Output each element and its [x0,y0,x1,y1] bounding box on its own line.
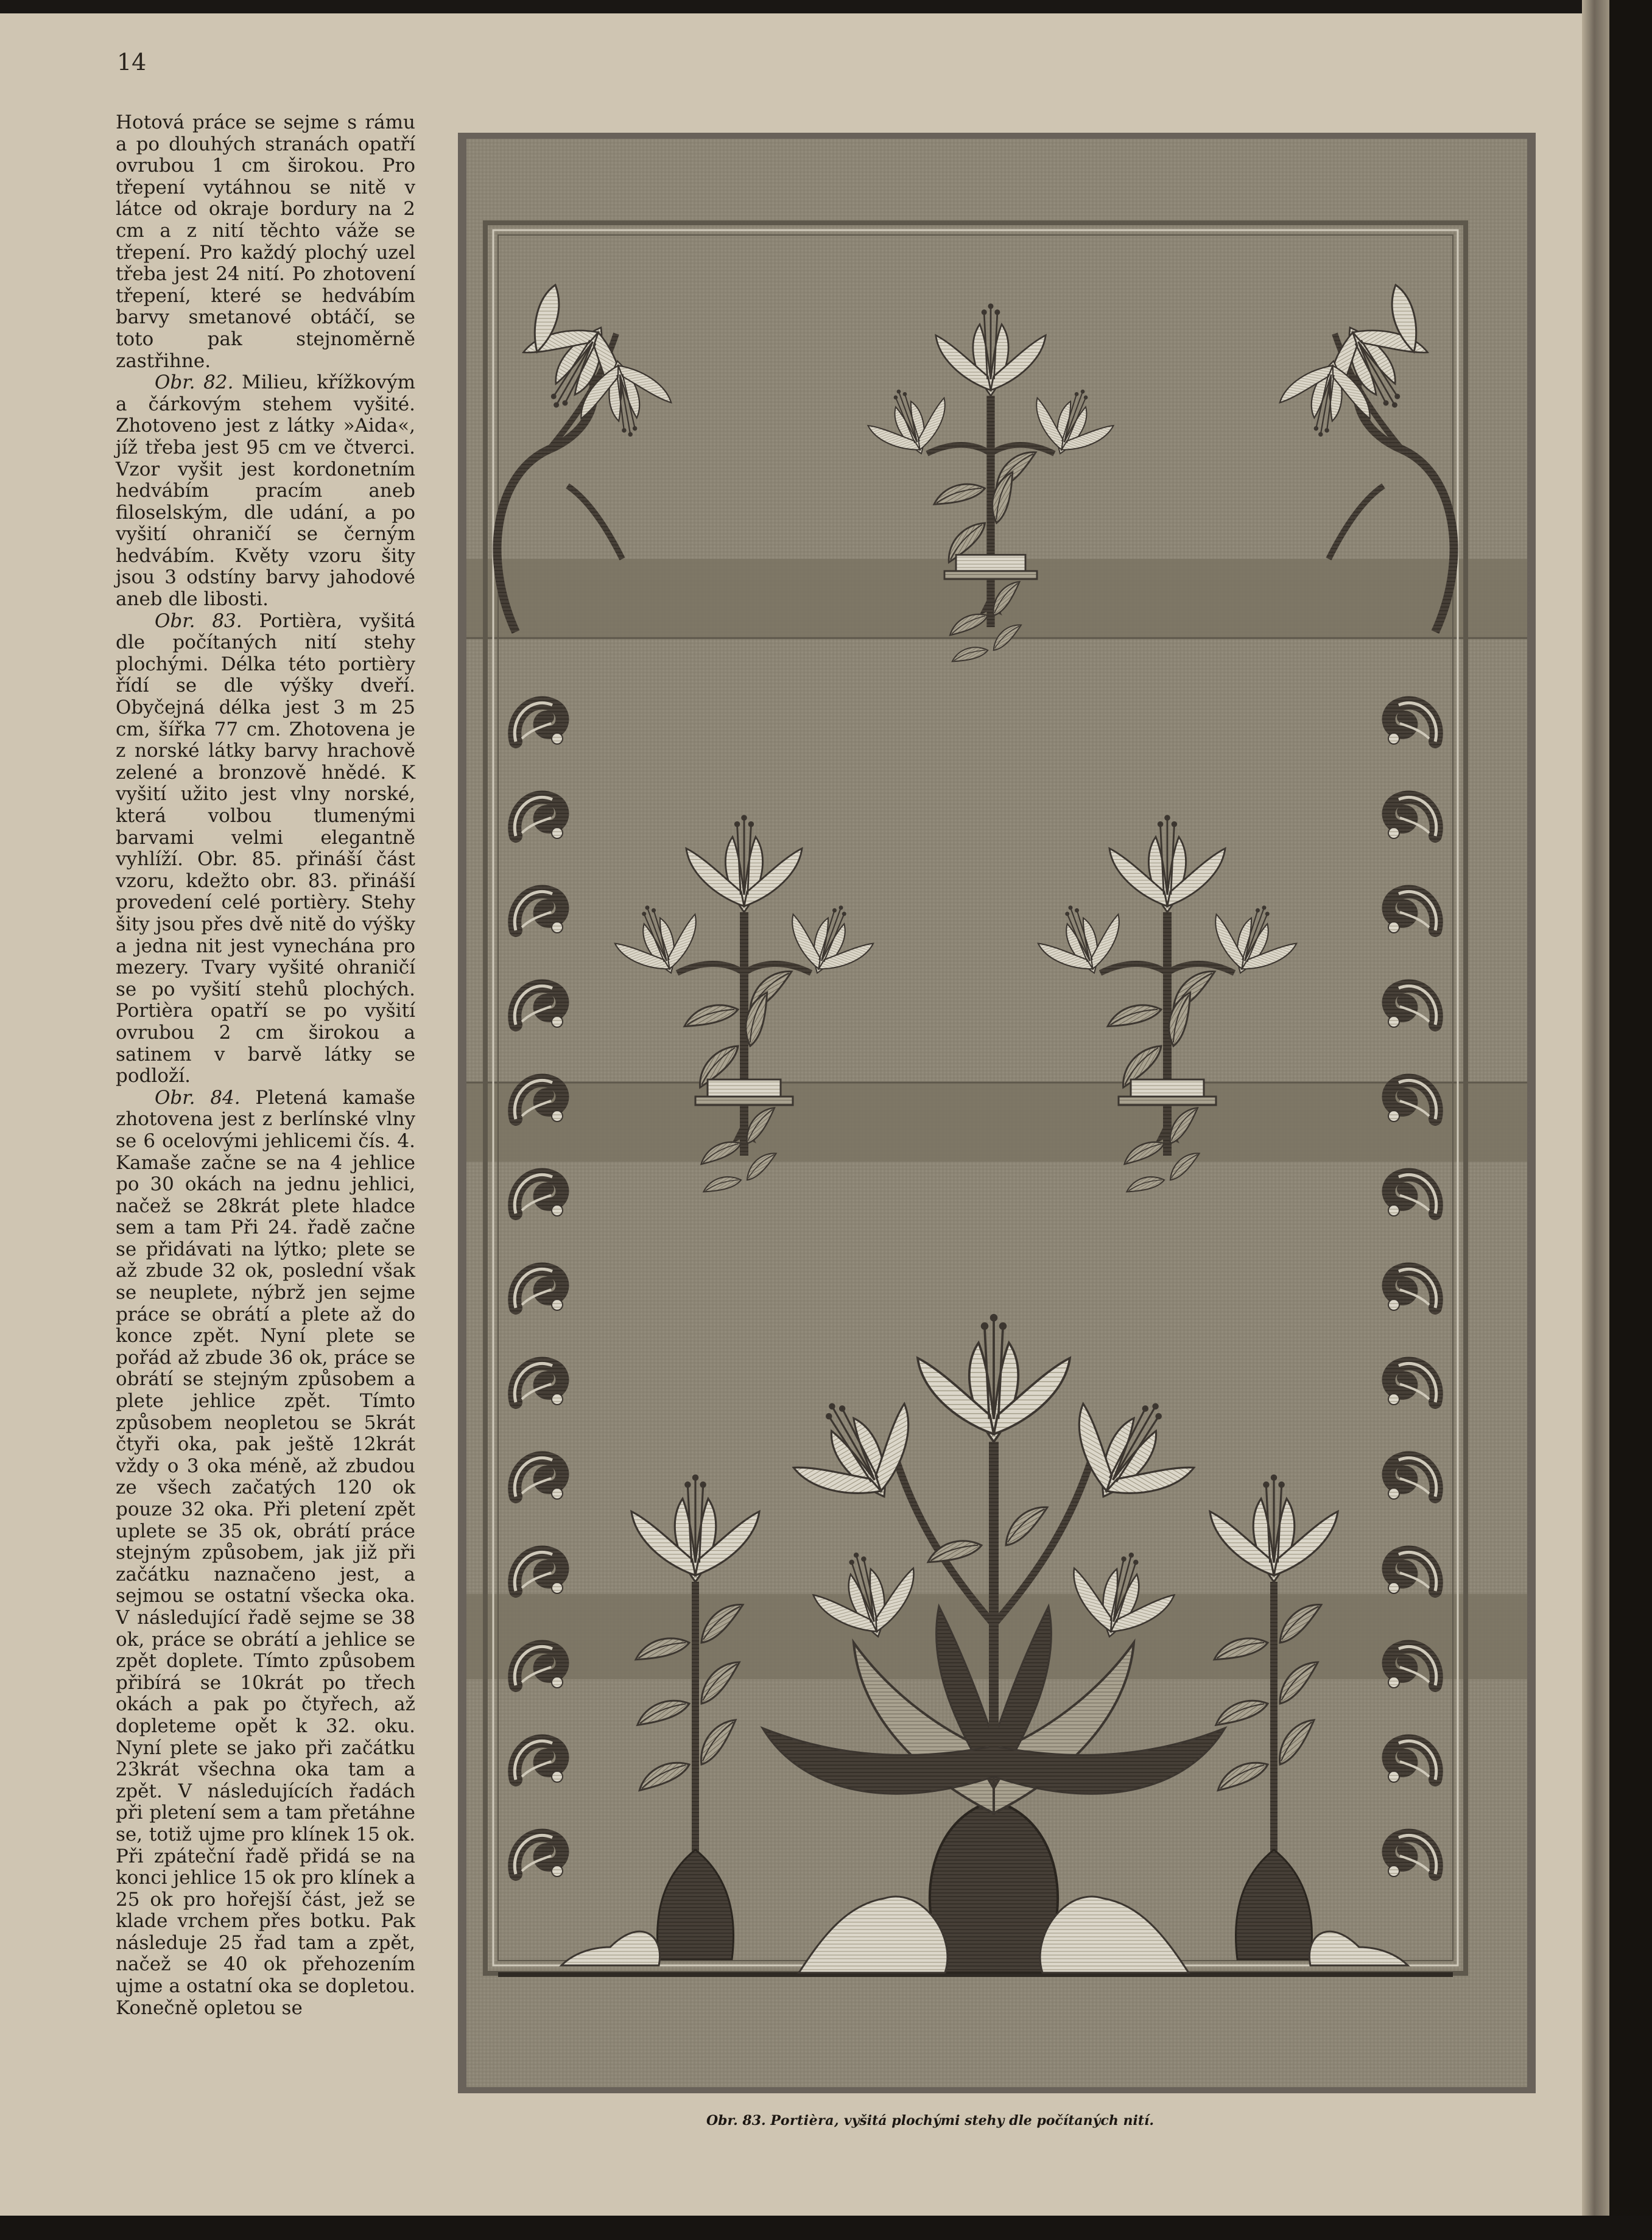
scan-edge-bottom [0,2216,1652,2240]
paragraph-text: Hotová práce se sejme s rámu a po dlouhých stranách opatří ovrubou 1 cm širokou. Pro třepení vytáhnou se nitě v látce od okraje bordury na 2 cm a z nití těchto váže se třepení. Pro každý plochý uzel třeba jest 24 nití. Po zhotovení třepení, které se hedvábím barvy smetanové obtáčí, se toto pak stejnoměrně zastřihne. [116,111,415,372]
article-text-column [116,112,415,2019]
figure-reference: Obr. 83. [155,609,242,632]
paragraph-obr-84 [116,1087,415,2020]
portiere-embroidery-figure [458,133,1536,2093]
book-gutter [1582,0,1609,2240]
horizontal-band [466,1083,1527,1162]
paragraph-obr-83 [116,611,415,1087]
paragraph-finishing [116,112,415,372]
figure-reference: Obr. 82. [155,371,234,394]
page-number: 14 [117,49,147,75]
figure-caption [706,2113,1254,2129]
scan-edge-right [1609,0,1652,2240]
caption-description: vyšitá plochými stehy dle počítaných nití. [843,2113,1155,2129]
caption-figure-ref: Obr. 83. [706,2113,766,2129]
caption-title: Portièra, [770,2113,840,2129]
portiere-illustration [458,133,1536,2093]
scan-edge-top [0,0,1652,13]
figure-reference: Obr. 84. [155,1086,241,1109]
paragraph-obr-82 [116,372,415,611]
paragraph-text: Milieu, křížkovým a čárkovým stehem vyšité. Zhotoveno jest z látky »Aida«, jíž třeba jest 95 cm ve čtverci. Vzor vyšit jest kordonetním hedvábím pracím aneb filoselským, dle udání, a po vyšití ohraničí se černým hedvábím. Květy vzoru šity jsou 3 odstíny barvy jahodové aneb dle libosti. [116,371,415,611]
paragraph-text: Portièra, vyšitá dle počítaných nití stehy plochými. Délka této portièry řídí se dle výšky dveří. Obyčejná délka jest 3 m 25 cm, šířka 77 cm. Zhotovena je z norské látky barvy hrachově zelené a bronzově hnědé. K vyšití užito jest vlny norské, která volbou tlumenými barvami velmi elegantně vyhlíží. Obr. 85. přináší část vzoru, kdežto obr. 83. přináší provedení celé portièry. Stehy šity jsou přes dvě nitě do výšky a jedna nit jest vynechána pro mezery. Tvary vyšité ohraničí se po vyšití stehů plochých. Portièra opatří se po vyšití ovrubou 2 cm širokou a satinem v barvě látky se podloží. [116,609,416,1087]
paragraph-text: Pletená kamaše zhotovena jest z berlínské vlny se 6 ocelovými jehlicemi čís. 4. Kamaše začne se na 4 jehlice po 30 okách na jednu jehlici, načež se 28krát plete hladce sem a tam Při 24. řadě začne se přidávati na lýtko; plete se až zbude 32 ok, poslední však se neuplete, nýbrž jen sejme práce se obrátí a plete až do konce zpět. Nyní plete se pořád až zbude 36 ok, práce se obrátí se stejným způsobem a plete jehlice zpět. Tímto způsobem neopletou se 5krát čtyři oka, pak ještě 12krát vždy o 3 oka méně, až zbudou ze všech začatých 120 ok pouze 32 oka. Při pletení zpět uplete se 35 ok, obrátí práce stejným způsobem, jak již při začátku naznačeno jest, a sejmou se ostatní všecka oka. V následující řadě sejme se 38 ok, práce se obrátí a jehlice se zpět doplete. Tímto způsobem přibírá se 10krát po třech okách a pak po čtyřech, až dopleteme opět k 32. oku. Nyní plete se jako při začátku 23krát všechna oka tam a zpět. V následujících řadách při pletení sem a tam přetáhne se, totiž ujme pro klínek 15 ok. Při zpáteční řadě přidá se na konci jehlice 15 ok pro klínek a 25 ok pro hořejší část, jež se klade vrchem přes botku. Pak následuje 25 řad tam a zpět, načež se 40 ok přehozením ujme a ostatní oka se dopletou. Konečně opletou se [116,1086,415,2019]
